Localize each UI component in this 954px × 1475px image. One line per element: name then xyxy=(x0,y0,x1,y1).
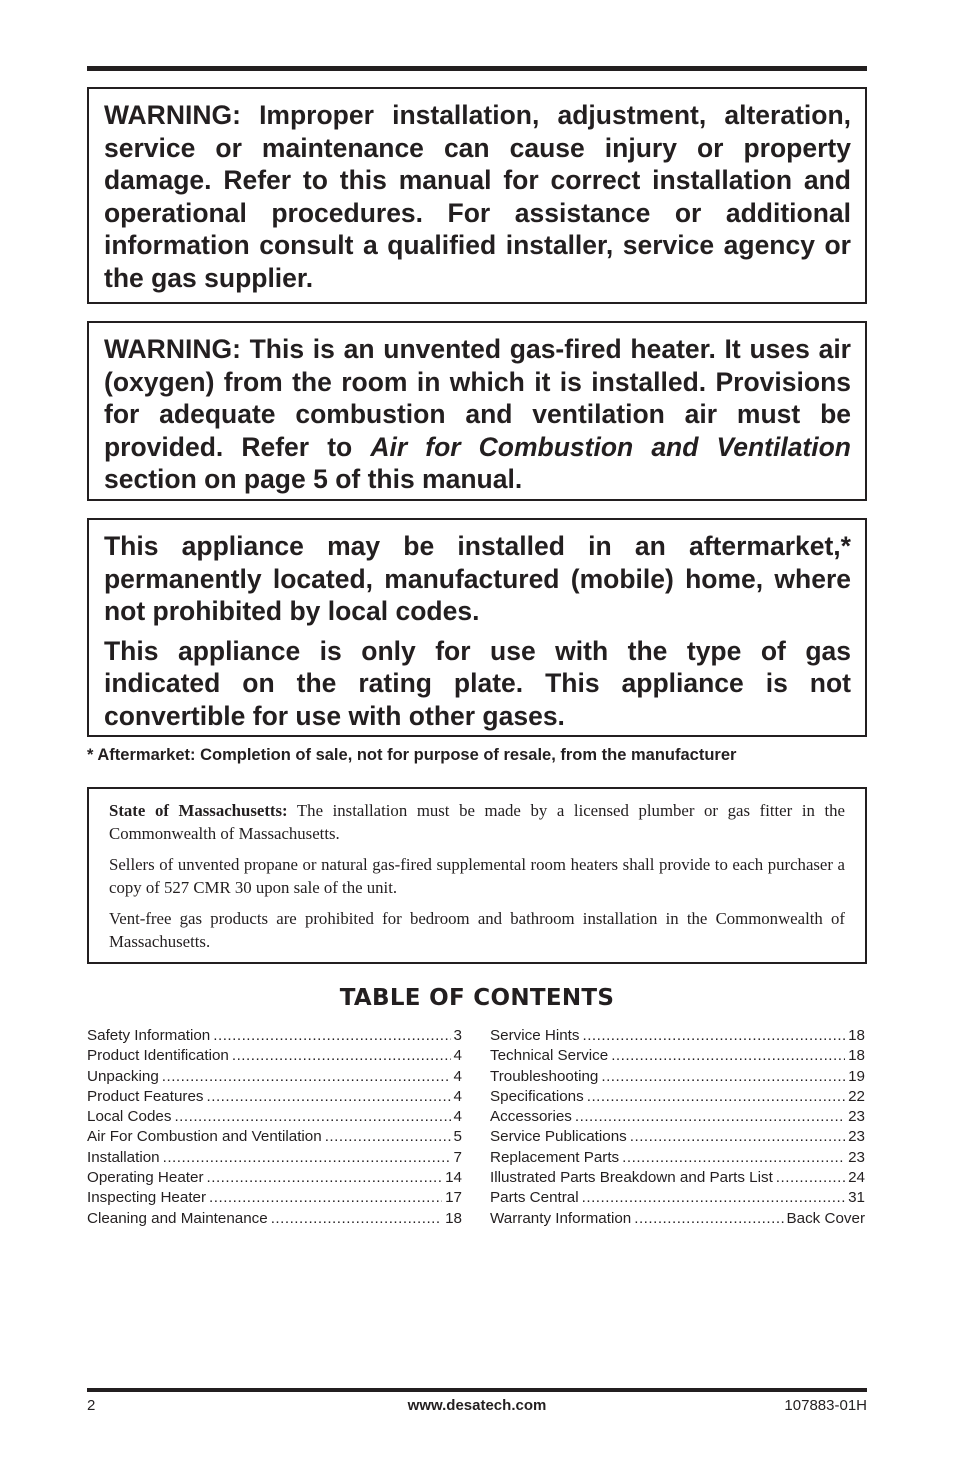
toc-leader-dots xyxy=(601,1067,845,1087)
toc-entry-label: Unpacking xyxy=(87,1067,159,1085)
toc-entry-label: Inspecting Heater xyxy=(87,1189,207,1207)
toc-leader-dots xyxy=(587,1087,845,1107)
toc-entry-label: Air For Combustion and Ventilation xyxy=(87,1128,322,1146)
toc-entry-page: 14 xyxy=(445,1169,462,1187)
toc-entry xyxy=(87,1067,462,1087)
toc-entry-label: Technical Service xyxy=(490,1047,609,1065)
toc-entry-page: 24 xyxy=(848,1169,865,1187)
massachusetts-installation-note xyxy=(109,799,845,845)
toc-entry-page: 4 xyxy=(453,1047,462,1065)
unvented-warning-tail: section on page 5 of this manual. xyxy=(104,464,523,495)
toc-entry xyxy=(87,1148,462,1168)
toc-entry-label: Warranty Information xyxy=(490,1209,632,1227)
toc-entry xyxy=(490,1067,865,1087)
toc-leader-dots xyxy=(622,1148,845,1168)
toc-entry-page: 4 xyxy=(453,1087,462,1105)
toc-entry-page: 18 xyxy=(848,1027,865,1044)
toc-leader-dots xyxy=(575,1107,845,1127)
toc-entry xyxy=(87,1107,462,1127)
toc-leader-dots xyxy=(634,1209,783,1229)
toc-leader-dots xyxy=(325,1127,451,1147)
toc-leader-dots xyxy=(582,1188,845,1208)
toc-leader-dots xyxy=(776,1168,845,1188)
toc-entry xyxy=(87,1168,462,1188)
toc-entry-label: Parts Central xyxy=(490,1189,579,1207)
toc-entry xyxy=(87,1087,462,1107)
toc-entry xyxy=(87,1127,462,1147)
toc-entry-page: 22 xyxy=(848,1087,865,1105)
toc-leader-dots xyxy=(611,1046,845,1066)
mobile-home-notice: This appliance may be installed in an aftermarket,* permanently located, manufactured (mobile) home, where not prohibited by local codes. xyxy=(104,531,851,627)
bottom-rule xyxy=(87,1388,867,1392)
document-number: 107883-01H xyxy=(784,1397,867,1414)
toc-entry-label: Service Publications xyxy=(490,1128,627,1146)
toc-entry-label: Illustrated Parts Breakdown and Parts List xyxy=(490,1169,773,1187)
toc-entry xyxy=(490,1127,865,1147)
toc-entry-page: 18 xyxy=(445,1209,462,1227)
toc-entry xyxy=(87,1026,462,1046)
toc-entry xyxy=(490,1026,865,1046)
toc-entry-label: Service Hints xyxy=(490,1027,580,1044)
unvented-warning-lead: WARNING: This is an unvented gas-fired heater. It uses air (oxygen) from the room in which it is installed. Provisions for adequate combustion and ventilation air must be provided. Refer to xyxy=(104,334,851,462)
toc-leader-dots xyxy=(213,1026,450,1046)
toc-entry-page: 4 xyxy=(453,1108,462,1126)
unvented-heater-warning-box xyxy=(87,321,867,501)
massachusetts-label: State of Massachusetts: xyxy=(109,801,288,820)
toc-entry-page: 23 xyxy=(848,1108,865,1126)
toc-entry-page: Back Cover xyxy=(786,1209,865,1227)
toc-leader-dots xyxy=(630,1127,845,1147)
toc-entry-label: Replacement Parts xyxy=(490,1148,620,1166)
toc-entry xyxy=(490,1188,865,1208)
unvented-heater-warning-text xyxy=(104,333,851,496)
massachusetts-vent-free-note: Vent-free gas products are prohibited for bedroom and bathroom installation in the Commonwealth of Massachusetts. xyxy=(109,909,845,951)
toc-leader-dots xyxy=(582,1026,845,1046)
toc-entry-page: 31 xyxy=(848,1189,865,1207)
toc-entry xyxy=(490,1046,865,1066)
toc-entry xyxy=(87,1046,462,1066)
toc-leader-dots xyxy=(232,1046,451,1066)
toc-leader-dots xyxy=(207,1168,443,1188)
toc-entry-label: Accessories xyxy=(490,1108,572,1126)
page-number: 2 xyxy=(87,1397,96,1414)
installation-warning-box xyxy=(87,87,867,304)
massachusetts-p1-text: The installation must be made by a licensed plumber or gas fitter in the Commonwealth of Massachusetts. xyxy=(109,801,845,843)
toc-entry-label: Product Identification xyxy=(87,1047,229,1065)
massachusetts-sellers-note: Sellers of unvented propane or natural gas-fired supplemental room heaters shall provide to each purchaser a copy of 527 CMR 30 upon sale of the unit. xyxy=(109,855,845,897)
toc-entry xyxy=(87,1209,462,1229)
aftermarket-footnote: * Aftermarket: Completion of sale, not for purpose of resale, from the manufacturer xyxy=(87,746,737,764)
toc-leader-dots xyxy=(209,1188,442,1208)
gas-type-notice: This appliance is only for use with the type of gas indicated on the rating plate. This appliance is not convertible for use with other gases. xyxy=(104,635,851,731)
massachusetts-notice-box xyxy=(87,787,867,964)
toc-left-column xyxy=(87,1026,462,1229)
toc-entry-page: 4 xyxy=(453,1067,462,1085)
toc-entry-page: 23 xyxy=(848,1148,865,1166)
toc-leader-dots xyxy=(163,1148,451,1168)
toc-entry-page: 19 xyxy=(848,1067,865,1085)
toc-entry-label: Operating Heater xyxy=(87,1169,204,1187)
toc-right-column xyxy=(490,1026,865,1229)
toc-entry-label: Safety Information xyxy=(87,1027,211,1044)
toc-leader-dots xyxy=(174,1107,450,1127)
appliance-notice-box xyxy=(87,518,867,737)
toc-entry-page: 23 xyxy=(848,1128,865,1146)
toc-entry xyxy=(490,1148,865,1168)
top-rule xyxy=(87,66,867,71)
toc-entry-page: 7 xyxy=(453,1148,462,1166)
toc-entry-label: Specifications xyxy=(490,1087,584,1105)
toc-entry-page: 5 xyxy=(453,1128,462,1146)
installation-warning-text: WARNING: Improper installation, adjustment, alteration, service or maintenance can cause injury or property damage. Refer to this manual for correct installation and operational procedures. For assistance or additional information consult a qualified installer, service agency or the gas supplier. xyxy=(104,100,851,293)
toc-entry-page: 3 xyxy=(453,1027,462,1044)
toc-title: TABLE OF CONTENTS xyxy=(339,985,615,1011)
toc-entry xyxy=(87,1188,462,1208)
toc-entry-label: Cleaning and Maintenance xyxy=(87,1209,268,1227)
toc-entry xyxy=(490,1107,865,1127)
toc-leader-dots xyxy=(271,1209,442,1229)
toc-entry-label: Troubleshooting xyxy=(490,1067,599,1085)
toc-leader-dots xyxy=(207,1087,451,1107)
toc-entry xyxy=(490,1168,865,1188)
toc-leader-dots xyxy=(162,1067,451,1087)
toc-entry-label: Local Codes xyxy=(87,1108,172,1126)
toc-entry-label: Product Features xyxy=(87,1087,204,1105)
toc-entry-page: 18 xyxy=(848,1047,865,1065)
toc-entry-page: 17 xyxy=(445,1189,462,1207)
website-url: www.desatech.com xyxy=(407,1397,547,1414)
combustion-section-reference: Air for Combustion and Ventilation xyxy=(370,431,851,462)
toc-entry-label: Installation xyxy=(87,1148,160,1166)
toc-entry xyxy=(490,1209,865,1229)
toc-entry xyxy=(490,1087,865,1107)
